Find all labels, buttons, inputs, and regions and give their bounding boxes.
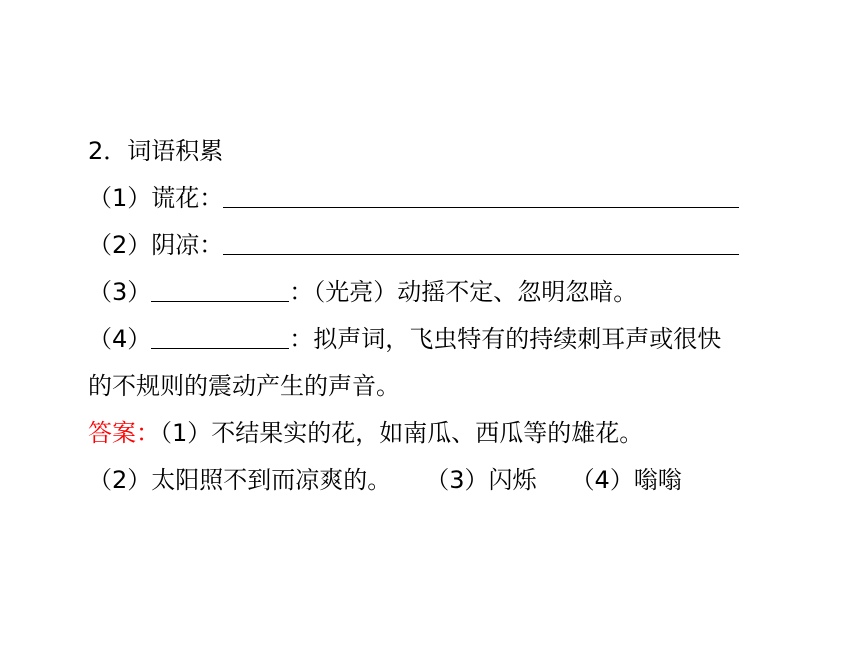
section-heading [88,128,788,175]
answer-4: （4）嗡嗡 [570,466,682,494]
item-2 [88,222,788,269]
item-2-number: （2） [88,231,152,259]
heading-text: 2．词语积累 [88,137,224,165]
item-4-term-blank [151,318,289,349]
item-2-answer-blank [223,224,739,255]
item-4-continuation [88,363,788,410]
item-2-term: 阴凉： [151,231,224,259]
item-3-definition: ：（光亮）动摇不定、忽明忽暗。 [289,278,638,306]
answer-1: （1）不结果实的花，如南瓜、西瓜等的雄花。 [160,419,644,447]
item-1-answer-blank [223,177,739,208]
item-1-number: （1） [88,184,152,212]
item-1 [88,175,788,222]
item-1-term: 谎花： [151,184,224,212]
item-3-term-blank [151,271,289,302]
answer-line-1 [88,410,788,457]
item-4-definition-cont: 的不规则的震动产生的声音。 [88,372,400,400]
answer-2: （2）太阳照不到而凉爽的。 [88,466,392,494]
answer-label: 答案： [88,419,160,447]
item-4-number: （4） [88,325,152,353]
item-3-number: （3） [88,278,152,306]
answer-3: （3）闪烁 [425,466,537,494]
answer-line-2 [88,457,788,504]
exercise-content [88,128,788,504]
item-4 [88,316,788,363]
item-3 [88,269,788,316]
item-4-definition: ：拟声词，飞虫特有的持续刺耳声或很快 [289,325,722,353]
